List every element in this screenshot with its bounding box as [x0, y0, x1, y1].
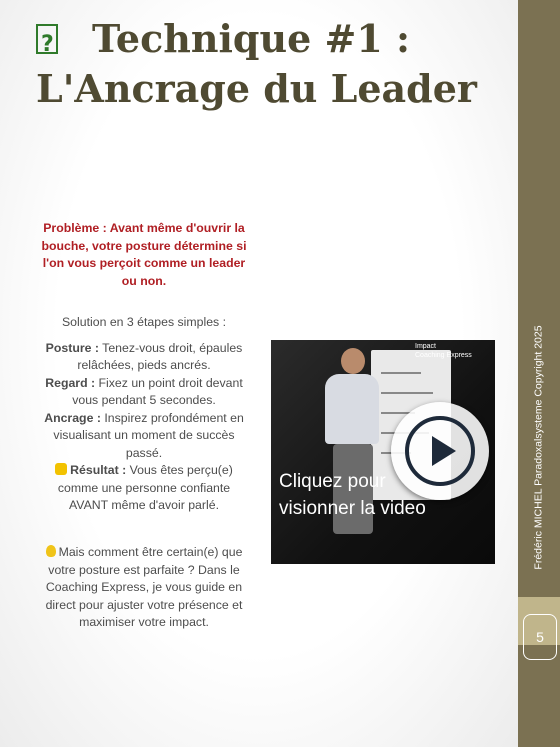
copyright-text: Frédéric MICHEL Paradoxalsysteme Copyright 2025	[532, 325, 545, 570]
step-label: Regard :	[45, 375, 96, 390]
play-button[interactable]	[391, 402, 489, 500]
video-thumbnail[interactable]	[271, 340, 495, 564]
title-line-1: Technique #1 :	[92, 16, 411, 61]
step-text: Fixez un point droit devant vous pendant 5 secondes.	[72, 375, 243, 407]
step-regard	[38, 375, 250, 410]
play-icon	[432, 436, 456, 466]
play-ring	[405, 416, 475, 486]
step-label: Posture :	[45, 340, 99, 355]
result	[38, 462, 250, 515]
video-brand-label: Impact Coaching Express	[415, 343, 472, 359]
presenter	[341, 348, 365, 374]
step-text: Inspirez profondément en visualisant un moment de succès passé.	[53, 410, 244, 460]
title-line-2: L'Ancrage du Leader	[36, 66, 477, 111]
video-cta: Cliquez pour visionner la video	[279, 471, 426, 519]
slide-title	[36, 14, 506, 114]
step-text: Tenez-vous droit, épaules relâchées, pieds ancrés.	[77, 340, 243, 372]
question-text: Mais comment être certain(e) que votre posture est parfaite ? Dans le Coaching Express, je vous guide en direct pour ajuster votre présence et maximiser votre impact.	[45, 545, 243, 629]
lightbulb-icon	[46, 545, 56, 557]
sparkle-icon	[55, 463, 67, 475]
step-posture	[38, 340, 250, 375]
copyright-footer	[518, 325, 560, 570]
problem-statement: Problème : Avant même d'ouvrir la bouche, votre posture détermine si l'on vous perçoit comme un leader ou non.	[41, 221, 247, 288]
result-label: Résultat :	[70, 463, 127, 477]
solution-block	[38, 314, 250, 515]
step-ancrage	[38, 410, 250, 463]
step-label: Ancrage :	[44, 410, 101, 425]
result-text: Vous êtes perçu(e) comme une personne confiante AVANT même d'avoir parlé.	[57, 463, 233, 512]
lightbulb-box-icon	[36, 24, 58, 54]
page-number: 5	[523, 614, 557, 660]
presenter-body	[325, 374, 379, 444]
question-block	[38, 544, 250, 632]
solution-heading: Solution en 3 étapes simples :	[61, 315, 227, 329]
